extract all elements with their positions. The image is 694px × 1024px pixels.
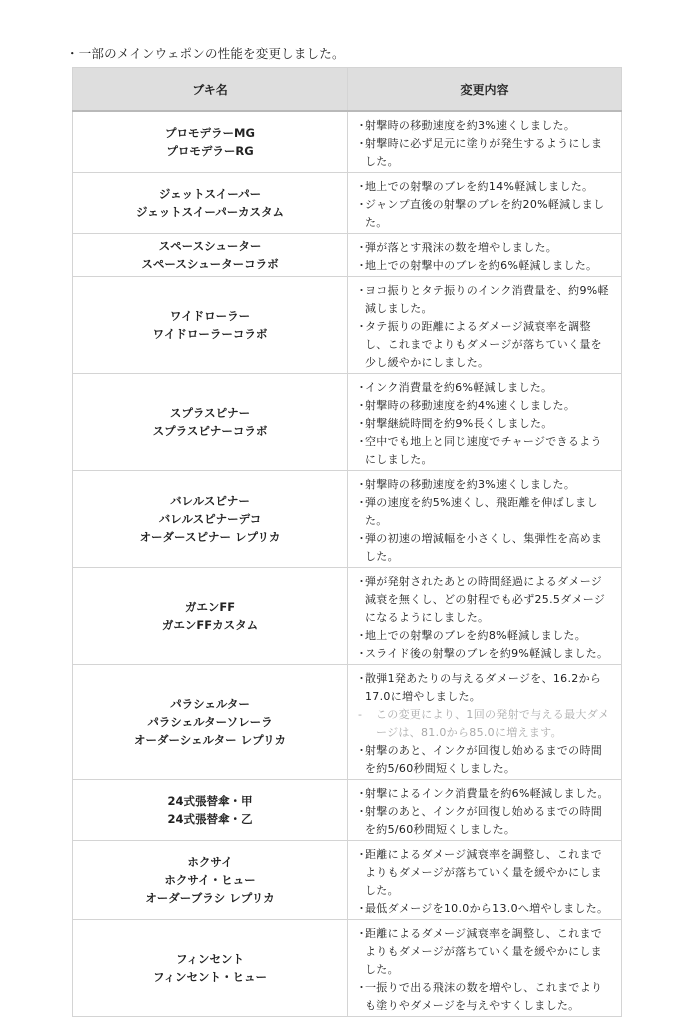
change-item xyxy=(356,476,613,494)
bullet-marker: ・ xyxy=(356,478,368,491)
table-row xyxy=(73,277,622,374)
change-item xyxy=(356,318,613,372)
weapon-changes-table xyxy=(72,67,622,1017)
change-text: 弾が発射されたあとの時間経過によるダメージ減衰を無くし、どの射程でも必ず25.5ダメージになるようにしました。 xyxy=(365,575,606,624)
change-text: 地上での射撃のブレを約14%軽減しました。 xyxy=(365,180,594,193)
weapon-name: スペースシューターコラボ xyxy=(141,257,279,271)
change-text: 最低ダメージを10.0から13.0へ増やしました。 xyxy=(365,902,609,915)
change-list-cell xyxy=(348,665,622,780)
weapon-names-cell xyxy=(73,568,348,665)
change-item xyxy=(356,257,613,275)
bullet-marker: ・ xyxy=(356,284,368,297)
change-list-cell xyxy=(348,374,622,471)
weapon-name: ホクサイ xyxy=(187,855,233,869)
change-item xyxy=(356,900,613,918)
table-row xyxy=(73,173,622,234)
change-text: 射撃のあと、インクが回復し始めるまでの時間を約5/60秒間短くしました。 xyxy=(365,744,603,775)
change-note xyxy=(356,706,613,742)
bullet-marker: ・ xyxy=(356,672,368,685)
change-list-cell xyxy=(348,111,622,173)
weapon-names-cell xyxy=(73,665,348,780)
change-item xyxy=(356,846,613,900)
change-list-cell xyxy=(348,780,622,841)
weapon-names-cell xyxy=(73,111,348,173)
weapon-name: スペースシューター xyxy=(158,239,262,253)
bullet-marker: ・ xyxy=(356,417,368,430)
bullet-marker: ・ xyxy=(356,381,368,394)
table-row xyxy=(73,665,622,780)
weapon-name: スプラスピナー xyxy=(169,406,251,420)
bullet-marker: ・ xyxy=(356,575,368,588)
table-body xyxy=(73,111,622,1017)
weapon-name: フィンセント xyxy=(175,952,245,966)
change-text: 距離によるダメージ減衰率を調整し、これまでよりもダメージが落ちていく量を緩やかにしました。 xyxy=(365,848,603,897)
change-text: この変更により、1回の発射で与える最大ダメージは、81.0から85.0に増えます。 xyxy=(376,708,610,739)
change-list-cell xyxy=(348,568,622,665)
weapon-name: パラシェルターソレーラ xyxy=(147,715,273,729)
weapon-name: ワイドローラー xyxy=(169,309,251,323)
weapon-name: オーダーシェルター レプリカ xyxy=(133,733,286,747)
table-row xyxy=(73,374,622,471)
table-row xyxy=(73,780,622,841)
change-text: 射撃時の移動速度を約3%速くしました。 xyxy=(365,119,576,132)
table-header-row xyxy=(73,68,622,112)
weapon-name: バレルスピナー xyxy=(170,494,250,508)
table-row xyxy=(73,920,622,1017)
bullet-marker: ・ xyxy=(356,902,368,915)
weapon-name: オーダースピナー レプリカ xyxy=(139,530,281,544)
change-item xyxy=(356,979,613,1015)
change-list-cell xyxy=(348,841,622,920)
change-list-cell xyxy=(348,471,622,568)
weapon-name: フィンセント・ヒュー xyxy=(152,970,268,984)
bullet-marker: ・ xyxy=(356,981,368,994)
change-item xyxy=(356,178,613,196)
header-changes: 変更内容 xyxy=(348,68,622,112)
weapon-names-cell xyxy=(73,920,348,1017)
table-row xyxy=(73,234,622,277)
header-weapon-name: ブキ名 xyxy=(73,68,348,112)
weapon-names-cell xyxy=(73,841,348,920)
change-item xyxy=(356,670,613,706)
change-text: 射撃時の移動速度を約3%速くしました。 xyxy=(365,478,576,491)
change-item xyxy=(356,573,613,627)
weapon-names-cell xyxy=(73,173,348,234)
change-item xyxy=(356,494,613,530)
change-text: 射撃によるインク消費量を約6%軽減しました。 xyxy=(365,787,609,800)
bullet-marker: ・ xyxy=(356,496,368,509)
bullet-marker: ・ xyxy=(356,320,368,333)
bullet-marker: ・ xyxy=(356,848,368,861)
weapon-names-cell xyxy=(73,234,348,277)
weapon-name: ワイドローラーコラボ xyxy=(152,327,268,341)
change-text: 射撃のあと、インクが回復し始めるまでの時間を約5/60秒間短くしました。 xyxy=(365,805,603,836)
intro-text: ・一部のメインウェポンの性能を変更しました。 xyxy=(66,46,345,61)
change-item xyxy=(356,925,613,979)
change-item xyxy=(356,645,613,663)
bullet-marker: ・ xyxy=(356,241,368,254)
weapon-name: スプラスピナーコラボ xyxy=(152,424,268,438)
change-item xyxy=(356,530,613,566)
bullet-marker: ・ xyxy=(356,399,368,412)
weapon-name: ホクサイ・ヒュー xyxy=(164,873,256,887)
table-row xyxy=(73,841,622,920)
change-list-cell xyxy=(348,277,622,374)
bullet-marker: ・ xyxy=(356,137,368,150)
bullet-marker: ・ xyxy=(356,180,368,193)
weapon-name: ガエンFFカスタム xyxy=(161,618,259,632)
table-row xyxy=(73,111,622,173)
bullet-marker: ・ xyxy=(356,805,368,818)
bullet-marker: ・ xyxy=(356,629,368,642)
change-list-cell xyxy=(348,920,622,1017)
change-text: 弾の速度を約5%速くし、飛距離を伸ばしました。 xyxy=(365,496,598,527)
table-row xyxy=(73,471,622,568)
change-text: 散弾1発あたりの与えるダメージを、16.2から17.0に増やしました。 xyxy=(365,672,602,703)
change-list-cell xyxy=(348,173,622,234)
weapon-names-cell xyxy=(73,277,348,374)
bullet-marker: ・ xyxy=(356,119,368,132)
change-item xyxy=(356,433,613,469)
weapon-name: ジェットスイーパーカスタム xyxy=(135,205,285,219)
weapon-name: オーダーブラシ レプリカ xyxy=(145,891,275,905)
bullet-marker: ・ xyxy=(356,259,368,272)
change-text: 地上での射撃のブレを約8%軽減しました。 xyxy=(365,629,587,642)
change-item xyxy=(356,379,613,397)
change-list-cell xyxy=(348,234,622,277)
table-row xyxy=(73,568,622,665)
weapon-name: プロモデラーRG xyxy=(166,144,254,158)
change-item xyxy=(356,803,613,839)
change-text: タテ振りの距離によるダメージ減衰率を調整し、これまでよりもダメージが落ちていく量を少し緩やかにしました。 xyxy=(365,320,602,369)
weapon-names-cell xyxy=(73,374,348,471)
change-text: インク消費量を約6%軽減しました。 xyxy=(365,381,553,394)
weapon-names-cell xyxy=(73,780,348,841)
change-item xyxy=(356,627,613,645)
change-item xyxy=(356,415,613,433)
change-text: スライド後の射撃のブレを約9%軽減しました。 xyxy=(365,647,609,660)
weapon-names-cell xyxy=(73,471,348,568)
bullet-marker: ・ xyxy=(356,927,368,940)
dash-marker: - xyxy=(358,708,363,721)
weapon-name: 24式張替傘・乙 xyxy=(167,812,253,826)
weapon-name: プロモデラーMG xyxy=(165,126,255,140)
change-text: 地上での射撃中のブレを約6%軽減しました。 xyxy=(365,259,598,272)
change-item xyxy=(356,196,613,232)
change-text: 弾が落とす飛沫の数を増やしました。 xyxy=(365,241,558,254)
change-text: 距離によるダメージ減衰率を調整し、これまでよりもダメージが落ちていく量を緩やかにしました。 xyxy=(365,927,603,976)
change-item xyxy=(356,785,613,803)
weapon-name: パラシェルター xyxy=(170,697,250,711)
change-item xyxy=(356,397,613,415)
weapon-name: 24式張替傘・甲 xyxy=(167,794,253,808)
change-text: 一振りで出る飛沫の数を増やし、これまでよりも塗りやダメージを与えやすくしました。 xyxy=(365,981,603,1012)
change-text: ヨコ振りとタテ振りのインク消費量を、約9%軽減しました。 xyxy=(365,284,609,315)
change-item xyxy=(356,239,613,257)
weapon-name: バレルスピナーデコ xyxy=(158,512,262,526)
change-text: 弾の初速の増減幅を小さくし、集弾性を高めました。 xyxy=(365,532,603,563)
change-item xyxy=(356,282,613,318)
change-text: 射撃時に必ず足元に塗りが発生するようにしました。 xyxy=(365,137,603,168)
change-text: ジャンプ直後の射撃のブレを約20%軽減しました。 xyxy=(365,198,605,229)
change-text: 空中でも地上と同じ速度でチャージできるようにしました。 xyxy=(365,435,602,466)
bullet-marker: ・ xyxy=(356,198,368,211)
bullet-marker: ・ xyxy=(356,532,368,545)
change-text: 射撃継続時間を約9%長くしました。 xyxy=(365,417,553,430)
bullet-marker: ・ xyxy=(356,787,368,800)
bullet-marker: ・ xyxy=(356,744,368,757)
change-item xyxy=(356,117,613,135)
change-item xyxy=(356,742,613,778)
change-item xyxy=(356,135,613,171)
weapon-name: ジェットスイーパー xyxy=(158,187,262,201)
bullet-marker: ・ xyxy=(356,435,368,448)
bullet-marker: ・ xyxy=(356,647,368,660)
change-text: 射撃時の移動速度を約4%速くしました。 xyxy=(365,399,576,412)
weapon-name: ガエンFF xyxy=(184,600,236,614)
